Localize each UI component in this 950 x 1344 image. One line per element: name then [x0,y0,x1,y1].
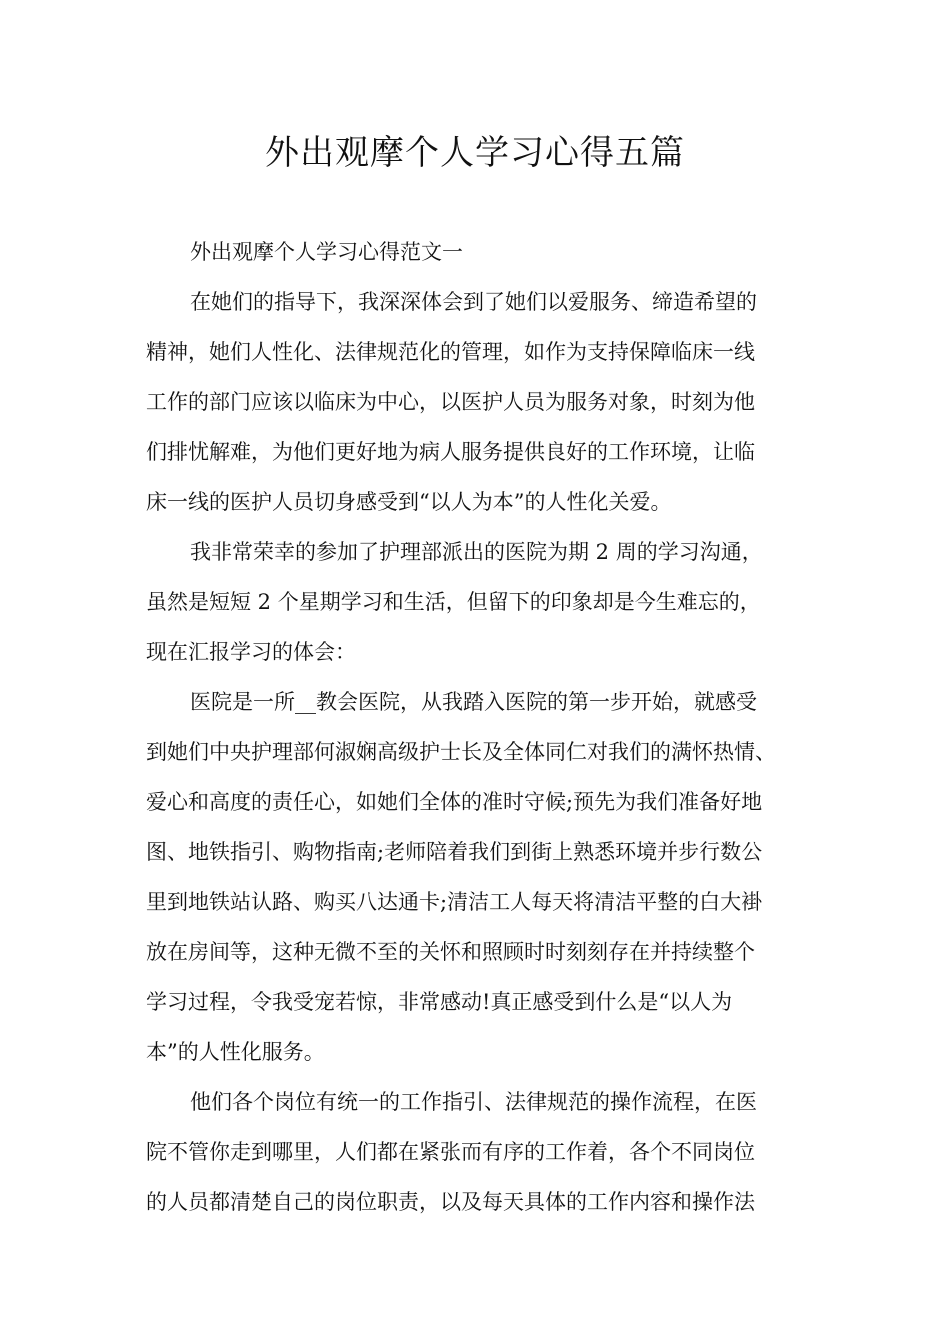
text-line: 现在汇报学习的体会： [146,640,356,664]
text-line: 我非常荣幸的参加了护理部派出的医院为期 2 周的学习沟通， [190,540,763,564]
text-line: 图、地铁指引、购物指南;老师陪着我们到街上熟悉环境并步行数公 [146,840,763,864]
text-line: 放在房间等，这种无微不至的关怀和照顾时时刻刻存在并持续整个 [146,940,755,964]
document-title: 外出观摩个人学习心得五篇 [265,133,685,173]
text-line: 在她们的指导下，我深深体会到了她们以爱服务、缔造希望的 [190,290,757,314]
text-line: 他们各个岗位有统一的工作指引、法律规范的操作流程，在医 [190,1090,757,1114]
text-line: 医院是一所__教会医院，从我踏入医院的第一步开始，就感受 [190,690,757,714]
text-line: 虽然是短短 2 个星期学习和生活，但留下的印象却是今生难忘的， [146,590,761,614]
text-line: 工作的部门应该以临床为中心，以医护人员为服务对象，时刻为他 [146,390,755,414]
text-line: 里到地铁站认路、购买八达通卡;清洁工人每天将清洁平整的白大褂 [146,890,763,914]
text-line: 精神，她们人性化、法律规范化的管理，如作为支持保障临床一线 [146,340,755,364]
text-line: 床一线的医护人员切身感受到“以人为本”的人性化关爱。 [146,490,672,514]
text-line: 本”的人性化服务。 [146,1040,325,1064]
text-line: 院不管你走到哪里，人们都在紧张而有序的工作着，各个不同岗位 [146,1140,755,1164]
text-line: 到她们中央护理部何淑娴高级护士长及全体同仁对我们的满怀热情、 [146,740,776,764]
text-line: 们排忧解难，为他们更好地为病人服务提供良好的工作环境，让临 [146,440,755,464]
text-line: 学习过程，令我受宠若惊，非常感动!真正感受到什么是“以人为 [146,990,733,1014]
document-subtitle: 外出观摩个人学习心得范文一 [190,240,463,264]
text-line: 的人员都清楚自己的岗位职责，以及每天具体的工作内容和操作法 [146,1190,755,1214]
text-line: 爱心和高度的责任心，如她们全体的准时守候;预先为我们准备好地 [146,790,763,814]
